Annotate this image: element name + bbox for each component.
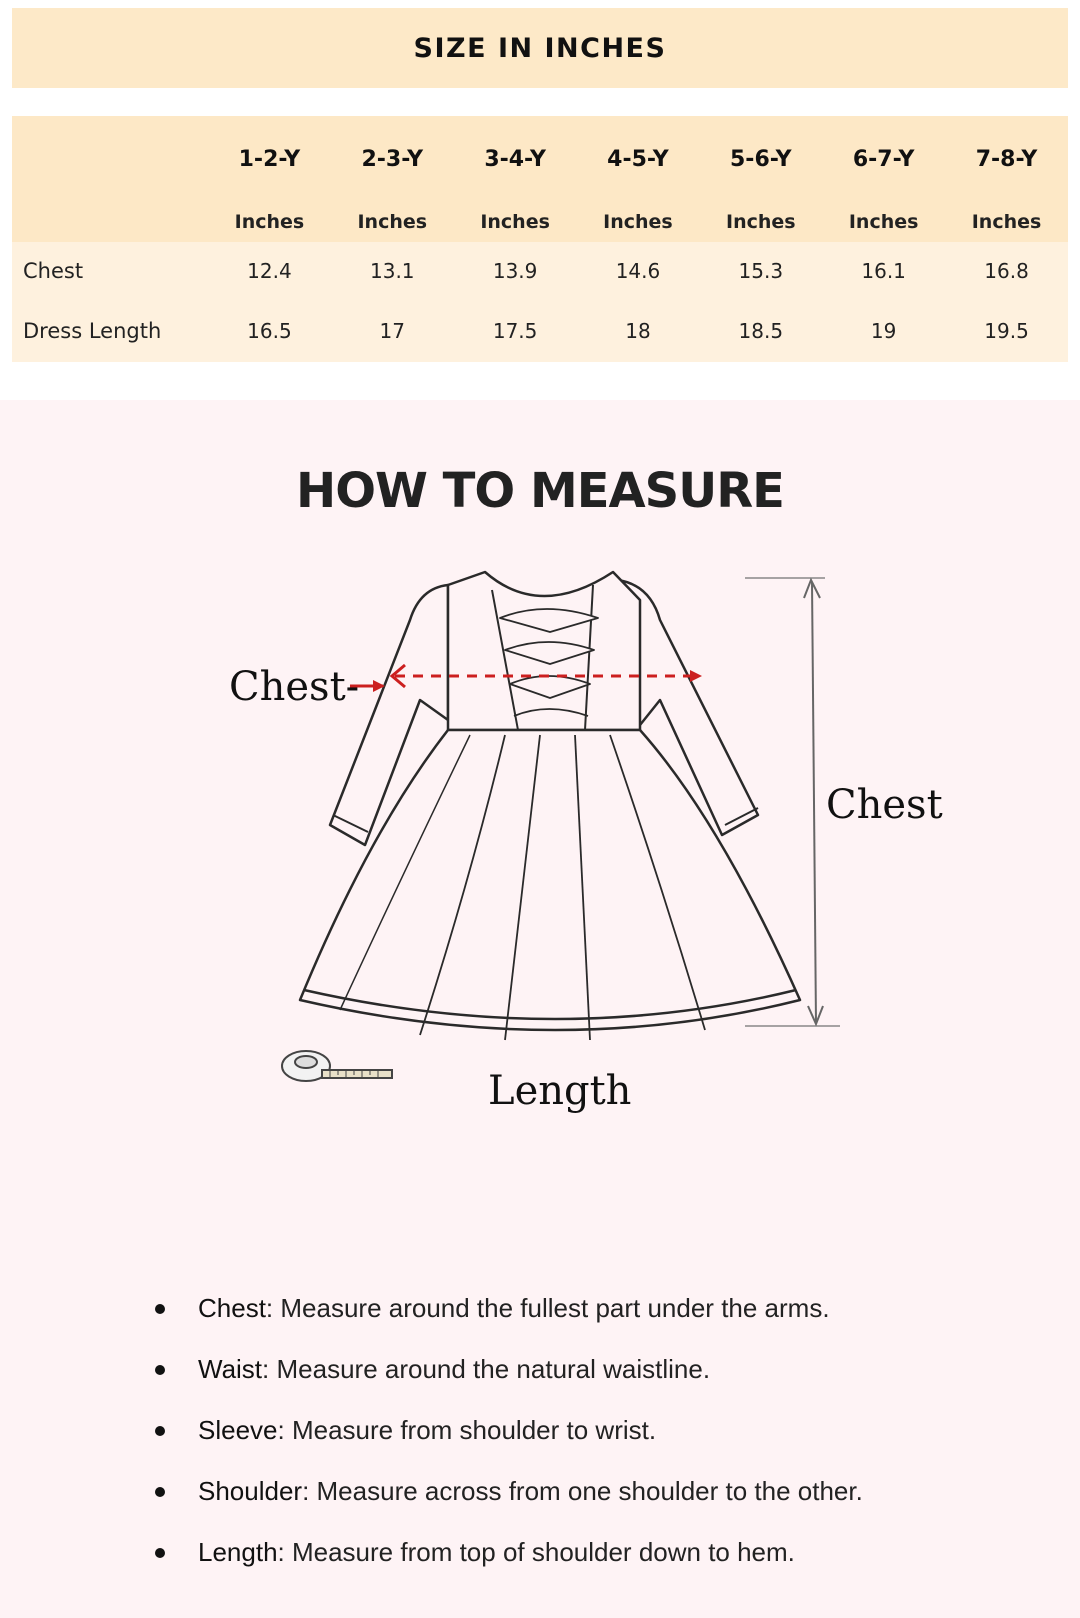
length-value: 18.5 [738, 319, 784, 343]
bullet-icon [155, 1487, 165, 1497]
tip-text: : Measure from top of shoulder down to hem. [277, 1537, 795, 1567]
bullet-icon [155, 1365, 165, 1375]
age-header: 5-6-Y [730, 146, 792, 172]
unit-label: Inches [848, 211, 919, 233]
length-value: 17 [379, 319, 405, 343]
chest-diagram-label: Chest- [229, 664, 360, 710]
unit-label: Inches [603, 211, 673, 233]
chest-value: 13.1 [370, 259, 415, 283]
unit-row [12, 202, 1068, 242]
measurement-tips-list [0, 1290, 1080, 1595]
age-header: 6-7-Y [852, 146, 915, 172]
corner-cell [12, 202, 208, 242]
list-item [0, 1351, 1080, 1412]
length-diagram-label: Chest [826, 782, 943, 828]
age-header: 7-8-Y [975, 146, 1038, 172]
age-header-row [12, 116, 1068, 202]
unit-label: Inches [971, 211, 1042, 233]
length-value: 17.5 [492, 319, 538, 343]
length-value: 16.5 [247, 319, 292, 343]
size-chart-header [12, 8, 1068, 88]
age-header: 4-5-Y [607, 146, 669, 172]
measuring-tape-icon [282, 1051, 392, 1081]
list-item [0, 1473, 1080, 1534]
list-item [0, 1534, 1080, 1595]
tip-term: Length [198, 1537, 278, 1567]
tip-term: Waist [198, 1354, 263, 1384]
age-header: 2-3-Y [361, 146, 424, 172]
chest-value: 16.8 [984, 259, 1029, 283]
length-measure-line [812, 582, 816, 1024]
tip-term: Shoulder [198, 1476, 303, 1506]
chest-row [12, 242, 1068, 300]
list-item [0, 1412, 1080, 1473]
unit-label: Inches [480, 211, 550, 233]
chest-value: 13.9 [492, 259, 538, 283]
row-label-dress-length: Dress Length [23, 319, 162, 343]
size-table [12, 116, 1068, 362]
corner-cell [12, 116, 208, 202]
length-value: 19.5 [984, 319, 1029, 343]
how-to-measure-title: HOW TO MEASURE [296, 463, 784, 519]
chest-value: 12.4 [247, 259, 292, 283]
chest-value: 15.3 [738, 259, 784, 283]
unit-label: Inches [357, 211, 428, 233]
bullet-icon [155, 1548, 165, 1558]
chest-value: 14.6 [615, 259, 661, 283]
row-label-chest: Chest [23, 259, 84, 283]
dress-length-row [12, 300, 1068, 362]
bottom-diagram-label: Length [488, 1068, 632, 1114]
tip-term: Sleeve [198, 1415, 278, 1445]
age-header: 3-4-Y [484, 146, 546, 172]
measure-diagram [0, 540, 1080, 1120]
size-chart-title: SIZE IN INCHES [413, 32, 667, 64]
dress-illustration [300, 572, 800, 1040]
list-item [0, 1290, 1080, 1351]
unit-label: Inches [234, 211, 305, 233]
tip-term: Chest [198, 1293, 266, 1323]
tip-text: : Measure from shoulder to wrist. [277, 1415, 657, 1445]
bullet-icon [155, 1304, 165, 1314]
length-value: 19 [870, 319, 897, 343]
bullet-icon [155, 1426, 165, 1436]
age-header: 1-2-Y [238, 146, 301, 172]
tip-text: : Measure around the natural waistline. [262, 1354, 711, 1384]
tip-text: : Measure around the fullest part under the arms. [265, 1293, 830, 1323]
tip-text: : Measure across from one shoulder to the other. [302, 1476, 863, 1506]
length-value: 18 [625, 319, 651, 343]
chest-value: 16.1 [861, 259, 906, 283]
unit-label: Inches [726, 211, 796, 233]
